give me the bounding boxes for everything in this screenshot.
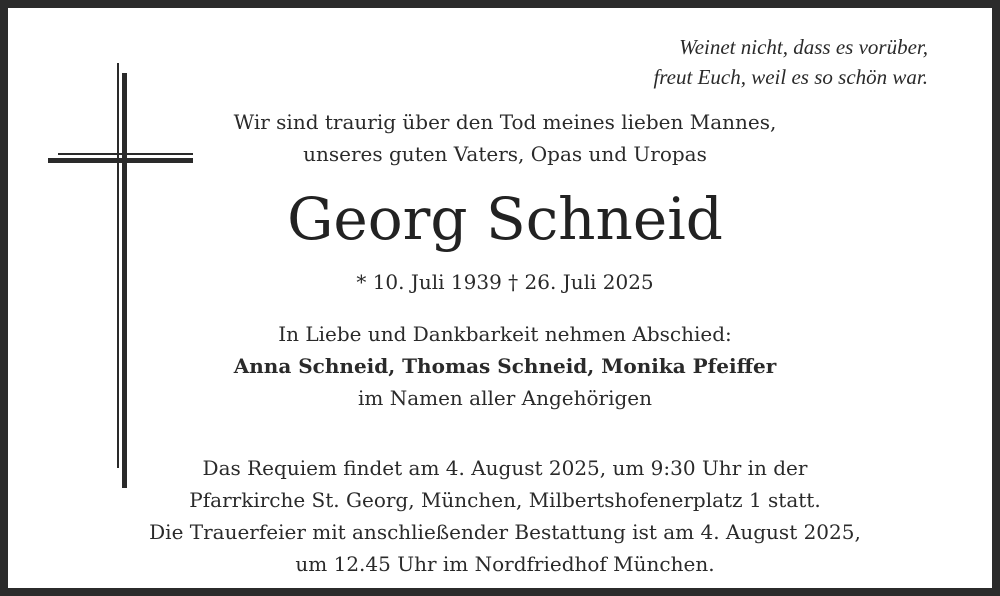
farewell-line-1: In Liebe und Dankbarkeit nehmen Abschied: bbox=[278, 322, 732, 346]
intro-line-1: Wir sind traurig über den Tod meines lieben Mannes, bbox=[233, 110, 777, 134]
farewell-text bbox=[0, 318, 1000, 414]
intro-text bbox=[0, 106, 1000, 170]
service-line-2: Pfarrkirche St. Georg, München, Milbertshofenerplatz 1 statt. bbox=[189, 488, 821, 512]
service-details bbox=[0, 452, 1000, 580]
intro-line-2: unseres guten Vaters, Opas und Uropas bbox=[303, 142, 707, 166]
obituary-notice bbox=[8, 8, 992, 588]
service-line-3: Die Trauerfeier mit anschließender Bestattung ist am 4. August 2025, bbox=[149, 520, 861, 544]
service-line-4: um 12.45 Uhr im Nordfriedhof München. bbox=[295, 552, 715, 576]
quote bbox=[653, 32, 928, 92]
quote-line-2: freut Euch, weil es so schön war. bbox=[653, 65, 928, 89]
quote-line-1: Weinet nicht, dass es vorüber, bbox=[679, 35, 928, 59]
life-dates: * 10. Juli 1939 † 26. Juli 2025 bbox=[356, 270, 654, 294]
mourner-names: Anna Schneid, Thomas Schneid, Monika Pfeiffer bbox=[233, 354, 777, 378]
service-line-1: Das Requiem findet am 4. August 2025, um 9:30 Uhr in der bbox=[202, 456, 808, 480]
deceased-name: Georg Schneid bbox=[287, 185, 723, 253]
farewell-line-3: im Namen aller Angehörigen bbox=[357, 386, 652, 410]
